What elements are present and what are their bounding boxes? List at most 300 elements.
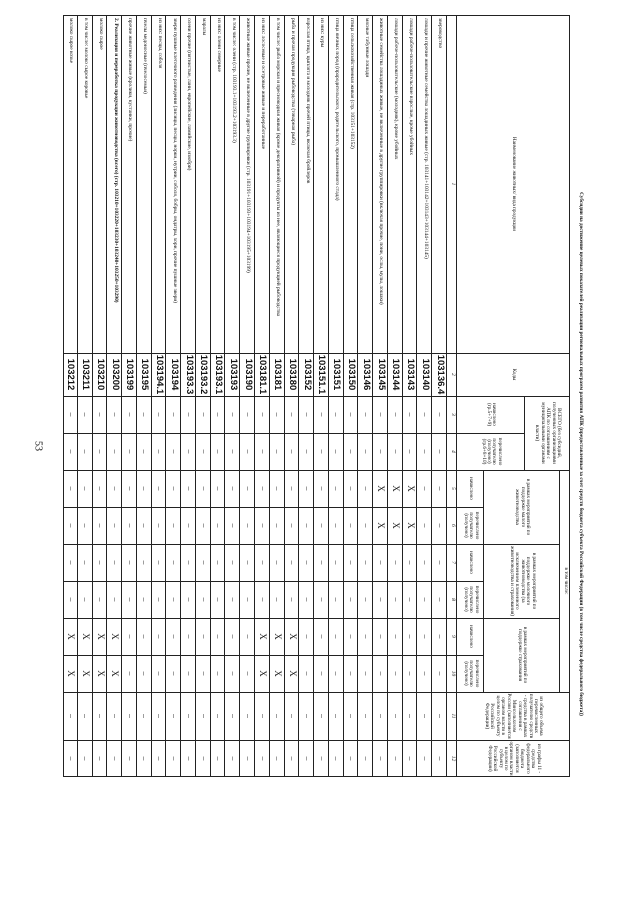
row-name: маралы xyxy=(201,18,208,36)
row-value: – xyxy=(66,449,76,454)
row-value: – xyxy=(66,560,76,565)
row-value: – xyxy=(347,523,357,528)
row-name: молоко сырое xyxy=(97,18,104,50)
row-value: – xyxy=(258,597,268,602)
row-value: – xyxy=(332,486,342,491)
row-value: – xyxy=(125,449,135,454)
row-code: 103199 xyxy=(124,358,136,391)
row-value: – xyxy=(406,714,416,718)
row-value: – xyxy=(391,671,401,676)
row-value: – xyxy=(361,756,371,761)
column-number: 8 xyxy=(449,598,456,601)
row-value: – xyxy=(125,412,135,417)
row-value: – xyxy=(229,412,239,417)
row-value: – xyxy=(110,597,120,602)
row-value: X xyxy=(95,670,106,677)
row-value: – xyxy=(258,412,268,417)
row-value: – xyxy=(125,714,135,718)
row-value: – xyxy=(229,560,239,565)
row-value: – xyxy=(96,412,106,417)
row-value: – xyxy=(406,756,416,761)
row-code: 103144 xyxy=(390,358,402,391)
row-value: – xyxy=(361,412,371,417)
row-value: – xyxy=(140,634,150,639)
vline xyxy=(63,692,570,693)
row-code: 103151 xyxy=(331,358,343,391)
header-accrued-1: начислено xyxy=(468,477,475,500)
row-code: 103152 xyxy=(301,358,313,391)
row-value: – xyxy=(361,671,371,676)
row-value: – xyxy=(435,714,445,718)
subsidies-title: Субсидии на достижение целевых показателей реализации региональных программ развития АПК (предоставленные за счет средств бюджета субъекта Российской Федерации (в том числе средства федерального бюджета)) xyxy=(577,192,584,716)
row-name: животные живые прочие, не включенные в другие группировки (стр. 103191+103193+103194+103195+103199) xyxy=(245,18,252,273)
row-value: – xyxy=(214,597,224,602)
row-value: – xyxy=(169,597,179,602)
row-code: 103195 xyxy=(139,358,151,391)
row-value: – xyxy=(302,560,312,565)
row-value: – xyxy=(288,560,298,565)
row-value: – xyxy=(332,523,342,528)
row-value: – xyxy=(169,523,179,528)
row-value: – xyxy=(406,449,416,454)
row-value: – xyxy=(421,671,431,676)
row-name: пчелы медоносные (пчелосемьи) xyxy=(142,18,149,94)
row-name: из них: олени северные xyxy=(215,18,222,72)
row-code: 103151.1 xyxy=(316,354,328,395)
row-value: – xyxy=(214,756,224,761)
row-name: 2. Реализация и переработка продукции животноводства (всего) (стр. 103210+103220+103230+103240+103250+103290) xyxy=(112,18,119,303)
row-value: – xyxy=(229,449,239,454)
header-name: Наименование животных/ вида продукции xyxy=(511,136,518,232)
row-value: – xyxy=(332,412,342,417)
row-value: – xyxy=(155,560,165,565)
row-value: – xyxy=(81,756,91,761)
row-value: X xyxy=(95,633,106,640)
row-value: – xyxy=(347,714,357,718)
row-value: – xyxy=(317,671,327,676)
row-value: – xyxy=(229,486,239,491)
row-code: 103150 xyxy=(346,358,357,391)
row-value: X xyxy=(405,522,416,529)
row-value: – xyxy=(258,714,268,718)
header-col11: из общего объема перечисленных получателю средств - средства в рамках соглашения с Минсельхозом России (заполняется органом власти в целом по субъекту Российской Федерации) xyxy=(483,693,545,739)
row-value: – xyxy=(243,597,253,602)
row-value: – xyxy=(376,597,386,602)
header-accrued-total: начислено (гр.5+7+9) xyxy=(486,402,498,427)
row-name: взрослая птица, цыплята и молодняк прочей птицы, включая бройлеров xyxy=(304,18,311,184)
row-value: – xyxy=(66,597,76,602)
row-value: X xyxy=(80,670,91,677)
row-value: – xyxy=(81,714,91,718)
row-value: – xyxy=(243,449,253,454)
row-value: – xyxy=(288,486,298,491)
row-value: X xyxy=(258,633,269,640)
row-code: 103146 xyxy=(360,358,372,391)
row-value: – xyxy=(140,560,150,565)
row-value: X xyxy=(287,670,298,677)
row-value: – xyxy=(273,486,283,491)
row-code: 103190 xyxy=(242,358,254,391)
row-value: – xyxy=(110,756,120,761)
row-value: – xyxy=(229,756,239,761)
row-name: мясные табунные лошади xyxy=(363,18,370,78)
row-value: – xyxy=(155,756,165,761)
row-value: – xyxy=(332,714,342,718)
row-value: – xyxy=(169,671,179,676)
row-code: 103143 xyxy=(405,358,417,391)
row-value: – xyxy=(96,714,106,718)
row-name: рыба и прочая продукция рыбоводства (товарная рыба) xyxy=(289,18,296,146)
column-number: 6 xyxy=(449,524,456,527)
header-code: Коды xyxy=(511,368,518,381)
column-number: 2 xyxy=(449,373,456,376)
row-value: X xyxy=(405,485,416,492)
row-value: – xyxy=(214,671,224,676)
row-value: – xyxy=(376,714,386,718)
row-value: – xyxy=(258,449,268,454)
header-insurance: в рамках мероприятий по поддержке страхования xyxy=(517,626,529,684)
row-value: – xyxy=(110,714,120,718)
column-number: 11 xyxy=(449,713,456,719)
row-value: – xyxy=(243,486,253,491)
row-value: – xyxy=(243,560,253,565)
row-value: – xyxy=(243,756,253,761)
row-value: – xyxy=(66,486,76,491)
row-value: – xyxy=(391,634,401,639)
rotated-table xyxy=(63,15,590,893)
row-value: – xyxy=(169,449,179,454)
row-value: – xyxy=(199,756,209,761)
row-value: – xyxy=(435,634,445,639)
row-name: звери пушные клеточного разведения (лисицы, песцы, норки, нутрии, соболя, бобры, ондатры, хори, прочие пушные звери) xyxy=(171,18,178,304)
column-number: 9 xyxy=(449,635,456,638)
row-value: – xyxy=(435,597,445,602)
row-value: – xyxy=(317,449,327,454)
row-value: – xyxy=(96,486,106,491)
row-value: – xyxy=(435,756,445,761)
row-value: – xyxy=(125,634,135,639)
row-value: – xyxy=(155,634,165,639)
column-number: 10 xyxy=(449,670,456,677)
vline xyxy=(63,507,484,508)
row-value: – xyxy=(288,756,298,761)
row-value: – xyxy=(302,634,312,639)
vline xyxy=(63,618,560,619)
row-value: X xyxy=(110,670,121,677)
row-value: – xyxy=(184,671,194,676)
row-value: – xyxy=(229,671,239,676)
row-value: X xyxy=(391,522,402,529)
row-value: – xyxy=(317,412,327,417)
row-value: – xyxy=(199,523,209,528)
row-value: – xyxy=(376,449,386,454)
row-value: – xyxy=(169,714,179,718)
row-value: – xyxy=(155,714,165,718)
row-value: – xyxy=(406,597,416,602)
row-value: – xyxy=(229,523,239,528)
row-value: – xyxy=(229,714,239,718)
row-value: – xyxy=(332,756,342,761)
row-value: – xyxy=(435,449,445,454)
row-value: – xyxy=(302,671,312,676)
row-value: – xyxy=(376,634,386,639)
row-value: – xyxy=(140,486,150,491)
row-value: – xyxy=(273,560,283,565)
row-code: 103136.4 xyxy=(434,354,446,395)
row-value: – xyxy=(96,756,106,761)
row-value: – xyxy=(288,714,298,718)
row-value: – xyxy=(361,714,371,718)
row-value: X xyxy=(391,485,402,492)
row-value: – xyxy=(155,486,165,491)
row-value: – xyxy=(347,449,357,454)
row-value: – xyxy=(66,412,76,417)
row-value: – xyxy=(125,486,135,491)
row-name: из них: куры xyxy=(319,18,326,48)
row-name: лошади рабоче-пользовательские взрослые, кроме убойных xyxy=(407,18,414,156)
row-value: – xyxy=(140,597,150,602)
header-transferred-1: перечислено получателю (получено) xyxy=(462,511,480,540)
row-value: – xyxy=(288,412,298,417)
row-value: – xyxy=(125,756,135,761)
row-value: – xyxy=(184,523,194,528)
row-value: – xyxy=(169,634,179,639)
header-incl: в том числе: xyxy=(562,567,569,595)
row-value: – xyxy=(347,412,357,417)
row-value: X xyxy=(80,633,91,640)
row-value: – xyxy=(140,671,150,676)
row-value: – xyxy=(66,523,76,528)
row-value: – xyxy=(199,449,209,454)
vline xyxy=(63,740,570,741)
row-value: – xyxy=(317,714,327,718)
row-code: 103181.1 xyxy=(257,354,269,395)
row-value: – xyxy=(288,449,298,454)
row-value: – xyxy=(406,412,416,417)
row-value: – xyxy=(361,634,371,639)
row-value: – xyxy=(317,560,327,565)
row-value: – xyxy=(421,560,431,565)
row-value: – xyxy=(421,523,431,528)
row-value: – xyxy=(273,756,283,761)
row-value: – xyxy=(214,560,224,565)
row-code: 103181 xyxy=(272,358,284,391)
row-value: – xyxy=(110,449,120,454)
row-value: – xyxy=(125,560,135,565)
row-value: – xyxy=(391,714,401,718)
row-value: – xyxy=(273,714,283,718)
row-code: 103212 xyxy=(65,358,77,391)
row-value: – xyxy=(214,634,224,639)
row-name: животные семейства лошадиных живые, не включенные в другие группировки (включая прочие, пони, ослы, мулы, лошаки) xyxy=(378,18,385,305)
row-value: – xyxy=(243,523,253,528)
vline xyxy=(63,396,570,397)
row-value: – xyxy=(273,523,283,528)
row-value: – xyxy=(184,597,194,602)
row-value: – xyxy=(288,523,298,528)
row-value: – xyxy=(332,560,342,565)
row-value: – xyxy=(155,597,165,602)
header-total-group: ВСЕГО (без субсидий, полученных организациями АПК по соглашениям с муниципальными органами власти) xyxy=(534,402,563,464)
row-value: – xyxy=(184,634,194,639)
row-value: X xyxy=(66,670,77,677)
row-value: – xyxy=(214,523,224,528)
row-code: 103211 xyxy=(80,358,92,391)
row-value: – xyxy=(140,412,150,417)
row-value: – xyxy=(199,560,209,565)
row-value: – xyxy=(243,671,253,676)
row-value: – xyxy=(273,412,283,417)
row-name: лошади и прочие животные семейства лошадиных живые (стр. 103141+103142+103143+103144+103145) xyxy=(422,18,429,259)
page-number: 53 xyxy=(32,441,44,451)
row-value: – xyxy=(347,671,357,676)
row-name: птица сельскохозяйственная живая (стр. 103151+103152) xyxy=(348,18,355,149)
row-value: – xyxy=(317,634,327,639)
row-value: – xyxy=(155,449,165,454)
row-value: – xyxy=(421,449,431,454)
row-value: – xyxy=(391,597,401,602)
row-value: – xyxy=(140,756,150,761)
row-value: – xyxy=(258,560,268,565)
row-value: – xyxy=(81,597,91,602)
header-transferred-3: перечислено получателю (получено) xyxy=(462,659,480,688)
row-value: – xyxy=(258,756,268,761)
row-value: – xyxy=(421,486,431,491)
row-value: – xyxy=(317,523,327,528)
row-value: – xyxy=(110,523,120,528)
row-value: – xyxy=(421,412,431,417)
row-value: – xyxy=(125,597,135,602)
row-value: – xyxy=(81,449,91,454)
row-value: – xyxy=(184,756,194,761)
row-value: – xyxy=(421,756,431,761)
header-accrued-3: начислено xyxy=(468,625,475,648)
row-value: – xyxy=(361,449,371,454)
row-name: лошади рабоче-пользовательские (молодняк), кроме убойных xyxy=(393,18,400,160)
header-transferred-2: перечислено получателю (получено) xyxy=(462,585,480,614)
row-value: – xyxy=(199,671,209,676)
row-value: – xyxy=(199,597,209,602)
column-number: 1 xyxy=(449,182,456,186)
vline xyxy=(63,433,525,434)
header-col12: из графы 11 - средства федерального бюджета (заполняется органом власти в целом по субъекту Российской Федерации) xyxy=(486,741,542,776)
row-value: – xyxy=(199,412,209,417)
row-code: 103194.1 xyxy=(154,354,165,395)
row-value: – xyxy=(66,714,76,718)
row-value: – xyxy=(258,523,268,528)
row-name: прочие животные живые (кролики, кустанки, прочие) xyxy=(127,18,134,142)
row-name: птица яичных пород (прародительского, родительского, промышленного стада) xyxy=(334,18,341,201)
row-value: – xyxy=(96,597,106,602)
row-name: в том числе: молоко сырое коровье xyxy=(83,18,89,99)
row-name: в том числе: рыба морская и пресноводная живая (кроме декоративной) и продукты из нее, являющиеся продукцией рыбоводства xyxy=(275,18,281,317)
row-value: – xyxy=(435,560,445,565)
row-value: – xyxy=(243,412,253,417)
row-code: 103210 xyxy=(94,358,106,391)
row-value: – xyxy=(214,714,224,718)
row-value: – xyxy=(406,634,416,639)
row-value: – xyxy=(332,449,342,454)
row-code: 103194 xyxy=(168,358,180,391)
row-value: – xyxy=(258,486,268,491)
vline xyxy=(63,353,570,354)
row-value: X xyxy=(66,633,77,640)
row-value: – xyxy=(96,449,106,454)
row-value: – xyxy=(229,597,239,602)
row-value: – xyxy=(406,671,416,676)
row-value: – xyxy=(376,756,386,761)
column-number: 3 xyxy=(449,413,456,416)
column-number: 5 xyxy=(449,487,456,490)
row-value: – xyxy=(302,523,312,528)
row-value: – xyxy=(125,671,135,676)
vline xyxy=(63,544,560,545)
row-value: – xyxy=(435,671,445,676)
row-value: – xyxy=(110,486,120,491)
row-value: – xyxy=(421,714,431,718)
row-value: – xyxy=(302,714,312,718)
row-value: – xyxy=(317,486,327,491)
row-value: – xyxy=(435,523,445,528)
row-value: – xyxy=(184,560,194,565)
row-value: – xyxy=(169,486,179,491)
row-name: в том числе: олени (стр. 103193.1+103193.2+103193.3) xyxy=(230,18,237,143)
row-value: – xyxy=(391,560,401,565)
row-value: – xyxy=(199,486,209,491)
row-value: – xyxy=(110,560,120,565)
row-value: – xyxy=(81,486,91,491)
row-value: X xyxy=(376,485,387,492)
row-code: 103193.2 xyxy=(198,354,210,395)
row-name: звероводство xyxy=(437,18,444,49)
row-value: – xyxy=(184,714,194,718)
row-value: – xyxy=(140,523,150,528)
row-value: – xyxy=(184,412,194,417)
row-value: – xyxy=(376,560,386,565)
row-value: – xyxy=(332,634,342,639)
row-value: X xyxy=(272,670,283,677)
row-value: – xyxy=(81,412,91,417)
row-value: – xyxy=(214,412,224,417)
row-value: – xyxy=(347,486,357,491)
row-value: – xyxy=(317,597,327,602)
row-code: 103193.1 xyxy=(213,354,225,395)
row-value: – xyxy=(361,560,371,565)
row-name: молоко сырое козье xyxy=(68,18,75,64)
row-value: – xyxy=(273,449,283,454)
row-value: – xyxy=(155,523,165,528)
row-value: X xyxy=(110,633,121,640)
row-value: – xyxy=(169,756,179,761)
row-value: – xyxy=(391,412,401,417)
row-value: – xyxy=(81,560,91,565)
row-value: – xyxy=(229,634,239,639)
vline xyxy=(63,655,484,656)
row-value: – xyxy=(347,597,357,602)
column-number: 7 xyxy=(449,561,456,564)
row-code: 103145 xyxy=(375,358,387,391)
hline xyxy=(559,470,560,692)
row-value: – xyxy=(288,597,298,602)
row-value: – xyxy=(81,523,91,528)
row-value: – xyxy=(361,486,371,491)
row-value: – xyxy=(273,597,283,602)
row-value: – xyxy=(110,412,120,417)
row-value: – xyxy=(243,634,253,639)
row-value: – xyxy=(243,714,253,718)
row-value: – xyxy=(302,486,312,491)
row-name: из них: песцы, соболя xyxy=(156,18,163,69)
